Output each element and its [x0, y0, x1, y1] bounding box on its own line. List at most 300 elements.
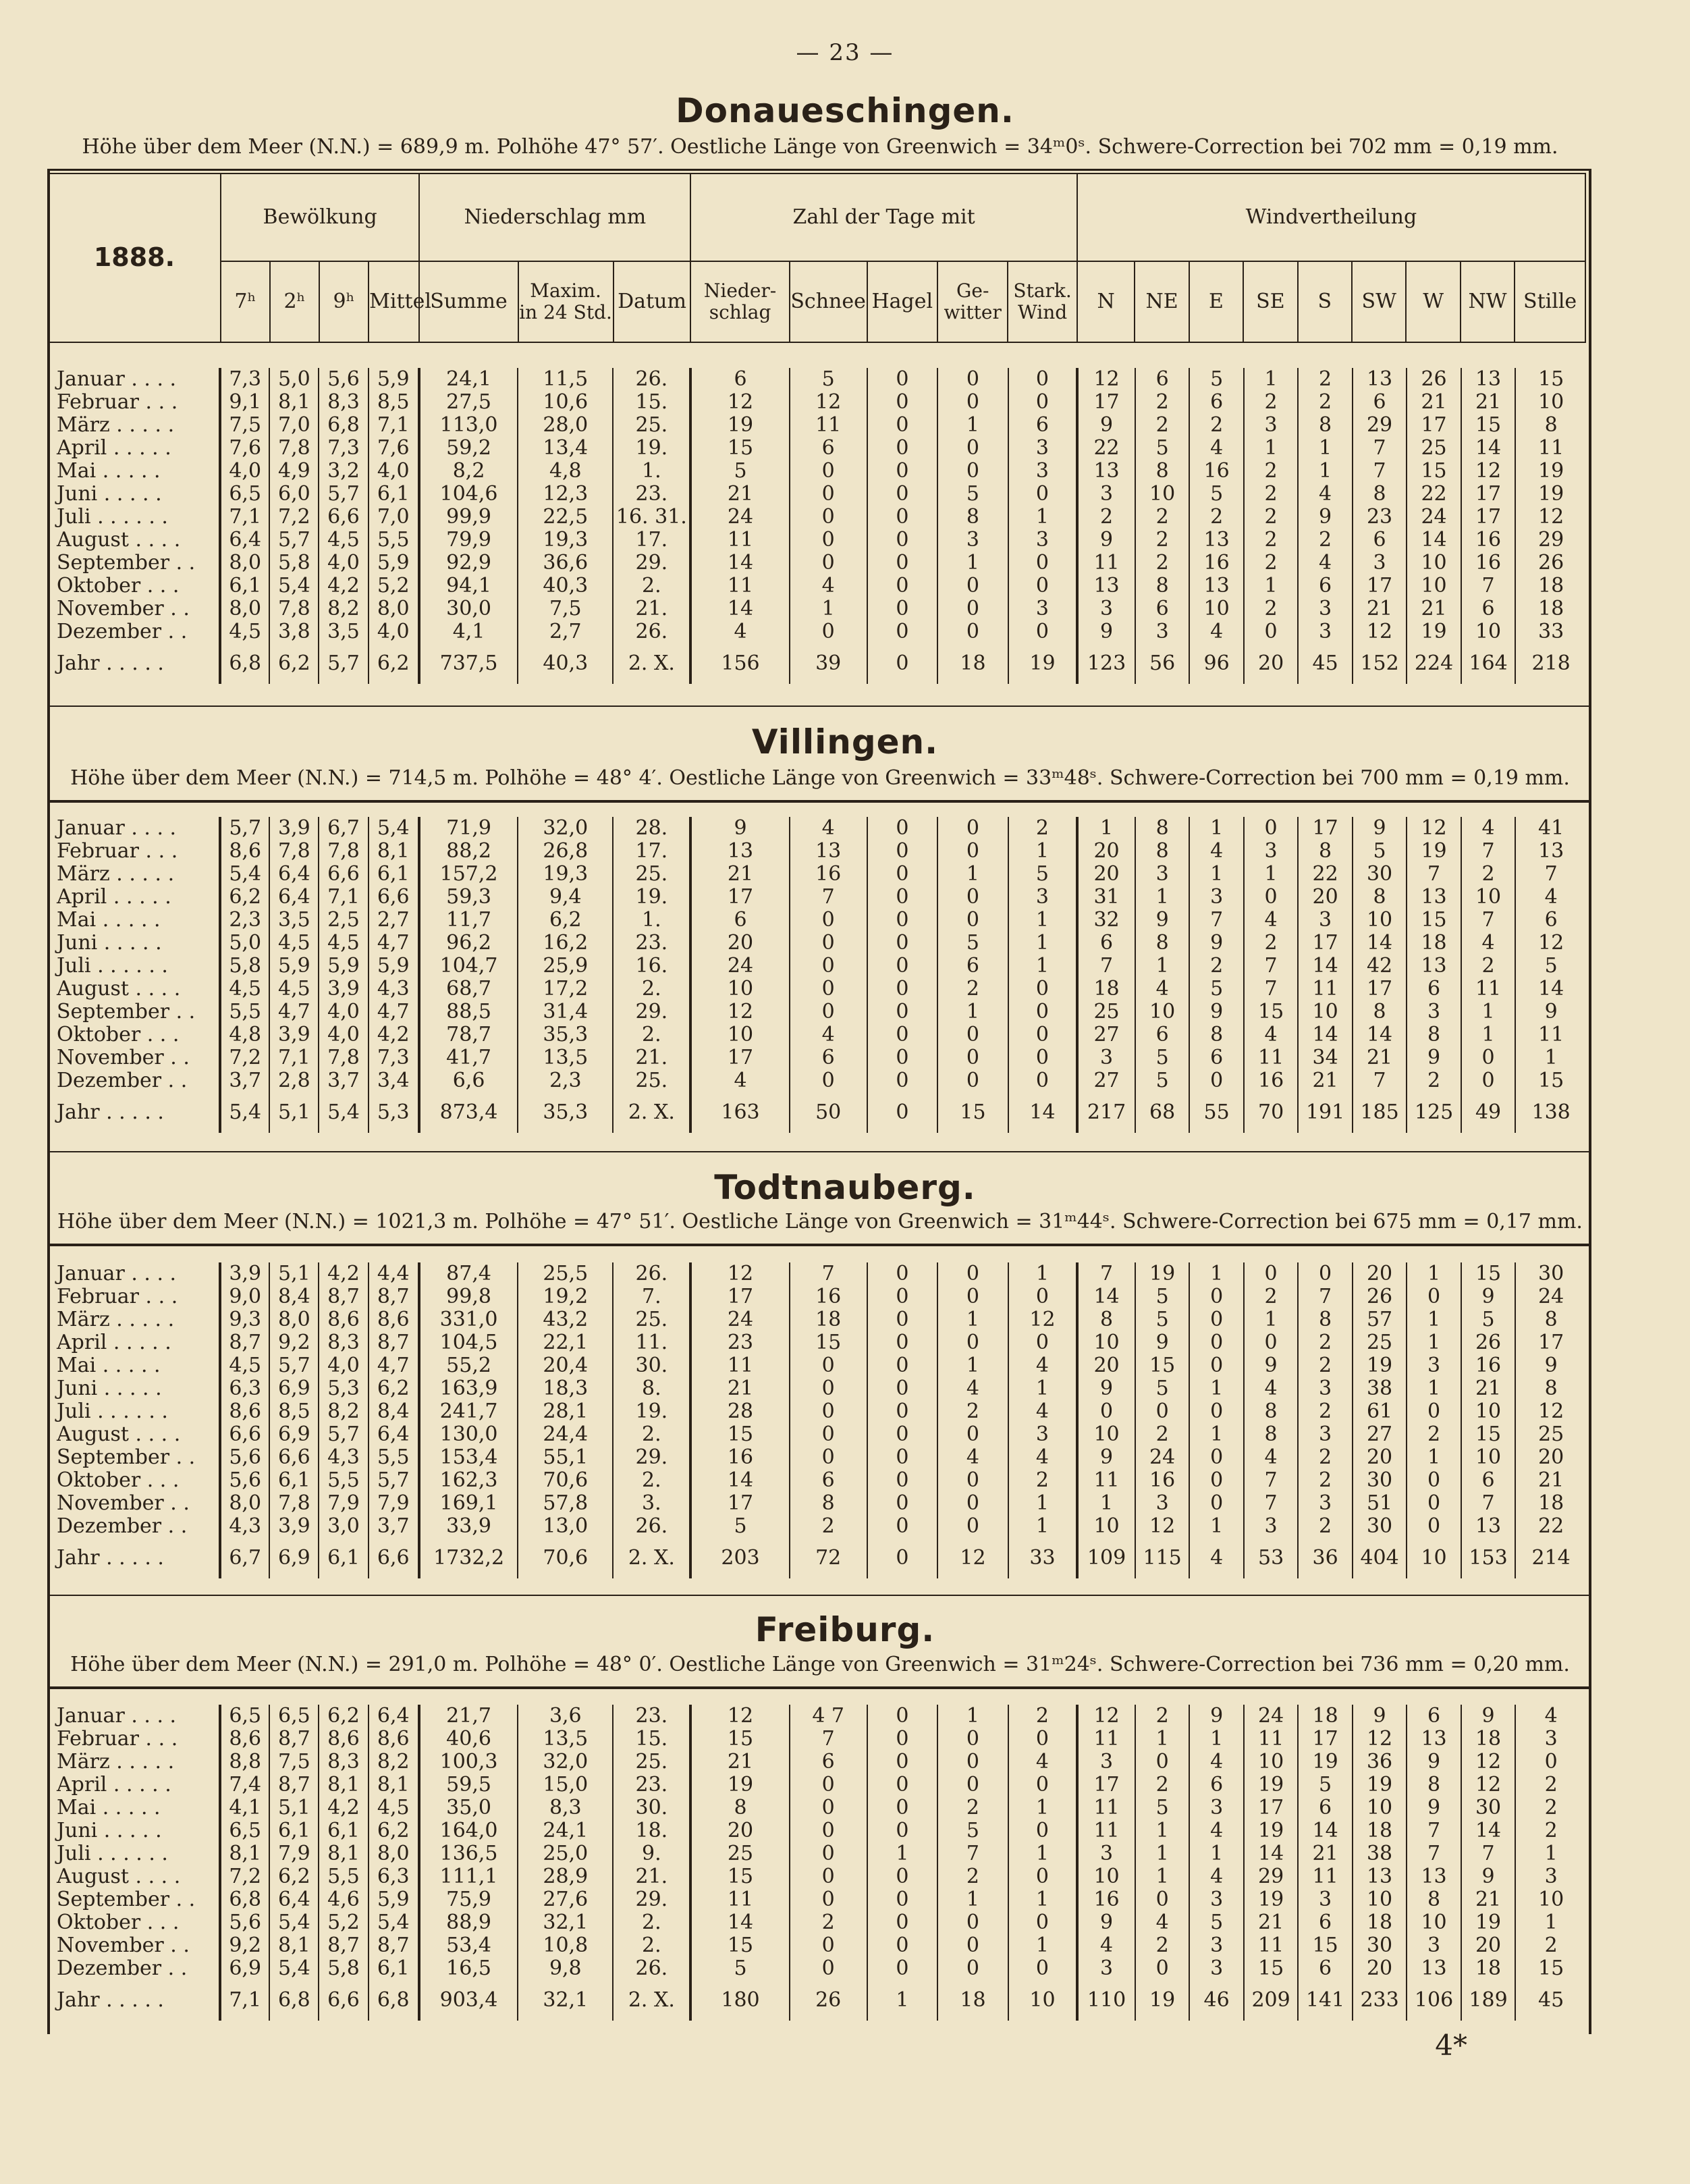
cell-month: April . . . . . [47, 1331, 220, 1354]
cell-month: November . . [47, 597, 220, 620]
cell-9h: 8,2 [319, 1400, 368, 1423]
cell-stark-wind: 0 [1008, 1046, 1077, 1069]
cell-month: Juli . . . . . . [47, 1400, 220, 1423]
cell-summe: 59,3 [419, 886, 518, 909]
cell-niederschlag: 8 [690, 1796, 789, 1819]
group-cloud: Bewölkung [221, 174, 420, 261]
cell-n: 1 [1077, 1492, 1135, 1515]
cell-se: 7 [1244, 955, 1298, 978]
cell-ne: 1 [1135, 1842, 1189, 1865]
cell-summe: 11,7 [419, 909, 518, 932]
cell-ne: 3 [1135, 863, 1189, 886]
cell-stark-wind: 3 [1008, 886, 1077, 909]
cell-schnee: 0 [790, 1354, 867, 1377]
cell-summe: 8,2 [419, 460, 518, 483]
cell-gewitter: 0 [937, 909, 1008, 932]
cell-niederschlag: 14 [690, 597, 789, 620]
table-row [47, 597, 1586, 620]
cell-2h: 8,7 [269, 1728, 319, 1751]
cell-mittel: 8,1 [369, 1774, 419, 1796]
col-se: SE [1243, 261, 1297, 342]
cell-e: 0 [1189, 1285, 1243, 1308]
cell-w: 2 [1407, 1069, 1461, 1092]
cell-hagel: 0 [867, 529, 938, 552]
cell-datum: 25. [613, 414, 690, 437]
cell-mittel: 5,2 [369, 575, 419, 597]
cell-stille: 12 [1538, 505, 1564, 529]
cell-stark-wind: 6 [1008, 414, 1077, 437]
cell-stark-wind: 10 [1008, 1980, 1077, 2021]
cell-se: 2 [1244, 483, 1298, 506]
cell-s: 3 [1298, 909, 1352, 932]
station-meta: Höhe über dem Meer (N.N.) = 689,9 m. Polhöhe 47° 57′. Oestliche Länge von Greenwich = 34ᵐ0ˢ. Schwere-Correction bei 702 mm = 0,19 mm. [82, 135, 1558, 159]
cell-month: Februar . . . [47, 1728, 220, 1751]
cell-ne: 0 [1135, 1400, 1189, 1423]
cell-se: 10 [1244, 1751, 1298, 1774]
cell-ne: 12 [1135, 1515, 1189, 1538]
col-hagel: Hagel [867, 261, 937, 342]
cell-niederschlag: 180 [690, 1980, 789, 2021]
cell-niederschlag: 11 [690, 1888, 789, 1911]
cell-e: 9 [1189, 1705, 1243, 1728]
cell-datum: 25. [613, 1308, 690, 1331]
table-row [47, 1492, 1586, 1515]
cell-stark-wind: 4 [1008, 1400, 1077, 1423]
cell-month: April . . . . . [47, 437, 220, 460]
cell-w: 15 [1407, 460, 1461, 483]
cell-sw: 6 [1353, 529, 1407, 552]
cell-nw: 153 [1461, 1538, 1515, 1578]
cell-s: 2 [1298, 1400, 1352, 1423]
cell-schnee: 0 [790, 1774, 867, 1796]
cell-n: 2 [1077, 506, 1135, 529]
cell-nw: 2 [1461, 955, 1515, 978]
cell-sw: 10 [1353, 1796, 1407, 1819]
cell-stille: 10 [1538, 390, 1564, 414]
col-stille: Stille [1515, 261, 1585, 342]
cell-mittel: 5,7 [369, 1469, 419, 1492]
cell-7h: 6,1 [220, 575, 269, 597]
cell-month: März . . . . . [47, 414, 220, 437]
cell-2h: 6,9 [269, 1377, 319, 1400]
cell-2h: 6,2 [269, 1865, 319, 1888]
cell-e: 0 [1189, 1354, 1243, 1377]
cell-stark-wind: 0 [1008, 1069, 1077, 1092]
cell-9h: 4,5 [319, 932, 368, 955]
cell-9h: 5,8 [319, 1957, 368, 1980]
cell-maxim: 24,4 [518, 1423, 613, 1446]
cell-e: 6 [1189, 391, 1243, 414]
cell-datum: 26. [613, 368, 690, 391]
cell-n: 11 [1077, 1819, 1135, 1842]
cell-month: Jahr . . . . . [47, 1538, 220, 1578]
cell-se: 4 [1244, 1446, 1298, 1469]
cell-schnee: 0 [790, 529, 867, 552]
cell-7h: 6,9 [220, 1957, 269, 1980]
cell-mittel: 5,9 [369, 955, 419, 978]
cell-stark-wind: 0 [1008, 1728, 1077, 1751]
cell-month: März . . . . . [47, 1308, 220, 1331]
table-row [47, 1865, 1586, 1888]
cell-hagel: 1 [867, 1842, 938, 1865]
cell-nw: 15 [1461, 414, 1515, 437]
cell-sw: 8 [1353, 886, 1407, 909]
cell-9h: 6,6 [319, 863, 368, 886]
table-row [47, 817, 1586, 840]
cell-2h: 8,7 [269, 1774, 319, 1796]
cell-datum: 1. [613, 909, 690, 932]
cell-summe: 6,6 [419, 1069, 518, 1092]
cell-stille: 8 [1544, 1377, 1558, 1400]
cell-maxim: 13,5 [518, 1046, 613, 1069]
cell-nw: 10 [1461, 620, 1515, 643]
cell-hagel: 0 [867, 1515, 938, 1538]
table-row [47, 1377, 1586, 1400]
cell-s: 22 [1298, 863, 1352, 886]
cell-nw: 11 [1461, 978, 1515, 1001]
cell-gewitter: 0 [937, 1492, 1008, 1515]
cell-stille: 18 [1538, 597, 1564, 620]
cell-se: 3 [1244, 840, 1298, 863]
cell-schnee: 26 [790, 1980, 867, 2021]
cell-n: 17 [1077, 391, 1135, 414]
cell-schnee: 0 [790, 978, 867, 1001]
cell-sw: 3 [1353, 552, 1407, 575]
cell-datum: 25. [613, 1751, 690, 1774]
cell-s: 17 [1298, 817, 1352, 840]
group-precip: Niederschlag mm [419, 174, 690, 261]
cell-w: 9 [1407, 1046, 1461, 1069]
cell-se: 0 [1244, 1331, 1298, 1354]
table-row [47, 978, 1586, 1001]
cell-sw: 25 [1353, 1331, 1407, 1354]
cell-7h: 7,2 [220, 1046, 269, 1069]
cell-niederschlag: 156 [690, 643, 789, 684]
divider [47, 800, 1591, 803]
cell-w: 10 [1407, 575, 1461, 597]
cell-month: August . . . . [47, 1865, 220, 1888]
cell-7h: 3,9 [220, 1262, 269, 1285]
table-row [47, 483, 1586, 506]
cell-e: 8 [1189, 1023, 1243, 1046]
cell-niederschlag: 24 [690, 955, 789, 978]
cell-e: 1 [1189, 1377, 1243, 1400]
cell-summe: 737,5 [419, 643, 518, 684]
cell-datum: 8. [613, 1377, 690, 1400]
cell-7h: 4,5 [220, 620, 269, 643]
cell-n: 3 [1077, 1046, 1135, 1069]
cell-ne: 5 [1135, 1285, 1189, 1308]
cell-niederschlag: 203 [690, 1538, 789, 1578]
cell-n: 27 [1077, 1023, 1135, 1046]
cell-e: 0 [1189, 1492, 1243, 1515]
cell-n: 25 [1077, 1001, 1135, 1023]
cell-gewitter: 0 [937, 1285, 1008, 1308]
cell-sw: 38 [1353, 1842, 1407, 1865]
cell-mittel: 6,8 [369, 1980, 419, 2021]
cell-sw: 18 [1353, 1819, 1407, 1842]
cell-se: 3 [1244, 414, 1298, 437]
cell-w: 13 [1407, 1957, 1461, 1980]
cell-e: 96 [1189, 643, 1243, 684]
station-meta: Höhe über dem Meer (N.N.) = 1021,3 m. Polhöhe = 47° 51′. Oestliche Länge von Greenwich = 31ᵐ44ˢ. Schwere-Correction bei 675 mm = 0,17 mm. [57, 1210, 1583, 1233]
cell-7h: 8,7 [220, 1331, 269, 1354]
cell-sw: 26 [1353, 1285, 1407, 1308]
cell-gewitter: 0 [937, 437, 1008, 460]
cell-stark-wind: 14 [1008, 1092, 1077, 1133]
cell-ne: 2 [1135, 414, 1189, 437]
cell-niederschlag: 163 [690, 1092, 789, 1133]
cell-2h: 5,1 [269, 1092, 319, 1133]
cell-maxim: 6,2 [518, 909, 613, 932]
cell-s: 4 [1298, 483, 1352, 506]
cell-ne: 19 [1135, 1980, 1189, 2021]
cell-datum: 26. [613, 620, 690, 643]
table-row [47, 1285, 1586, 1308]
cell-e: 16 [1189, 460, 1243, 483]
cell-ne: 2 [1135, 1705, 1189, 1728]
cell-9h: 6,8 [319, 414, 368, 437]
cell-gewitter: 12 [937, 1538, 1008, 1578]
year-total-row [47, 1980, 1586, 2021]
cell-schnee: 6 [790, 437, 867, 460]
cell-w: 9 [1407, 1796, 1461, 1819]
cell-n: 13 [1077, 575, 1135, 597]
cell-summe: 100,3 [419, 1751, 518, 1774]
table-row [47, 414, 1586, 437]
cell-summe: 87,4 [419, 1262, 518, 1285]
col-7h: 7ʰ [221, 261, 270, 342]
cell-sw: 30 [1353, 863, 1407, 886]
cell-nw: 19 [1461, 1911, 1515, 1934]
cell-mittel: 6,2 [369, 643, 419, 684]
cell-niederschlag: 19 [690, 414, 789, 437]
cell-datum: 29. [613, 552, 690, 575]
cell-9h: 4,0 [319, 1023, 368, 1046]
cell-mittel: 6,2 [369, 1377, 419, 1400]
cell-datum: 29. [613, 1888, 690, 1911]
cell-stark-wind: 12 [1008, 1308, 1077, 1331]
cell-stark-wind: 0 [1008, 1023, 1077, 1046]
cell-w: 1 [1407, 1262, 1461, 1285]
cell-7h: 8,0 [220, 552, 269, 575]
cell-sw: 36 [1353, 1751, 1407, 1774]
cell-sw: 38 [1353, 1377, 1407, 1400]
cell-s: 6 [1298, 575, 1352, 597]
cell-7h: 4,5 [220, 978, 269, 1001]
cell-s: 11 [1298, 978, 1352, 1001]
cell-2h: 7,1 [269, 1046, 319, 1069]
cell-month: April . . . . . [47, 1774, 220, 1796]
cell-7h: 5,5 [220, 1001, 269, 1023]
cell-stark-wind: 0 [1008, 1819, 1077, 1842]
cell-ne: 1 [1135, 1819, 1189, 1842]
cell-stark-wind: 0 [1008, 575, 1077, 597]
cell-7h: 7,3 [220, 368, 269, 391]
cell-niederschlag: 17 [690, 1492, 789, 1515]
table-row [47, 1069, 1586, 1092]
cell-e: 5 [1189, 483, 1243, 506]
cell-7h: 9,1 [220, 391, 269, 414]
cell-schnee: 6 [790, 1751, 867, 1774]
cell-7h: 8,0 [220, 1492, 269, 1515]
cell-ne: 15 [1135, 1354, 1189, 1377]
cell-ne: 0 [1135, 1751, 1189, 1774]
cell-se: 2 [1244, 552, 1298, 575]
cell-w: 9 [1407, 1751, 1461, 1774]
cell-maxim: 40,3 [518, 575, 613, 597]
cell-stille: 5 [1544, 954, 1558, 978]
cell-niederschlag: 21 [690, 863, 789, 886]
cell-stille: 29 [1538, 528, 1564, 552]
cell-7h: 3,7 [220, 1069, 269, 1092]
cell-nw: 18 [1461, 1957, 1515, 1980]
cell-n: 31 [1077, 886, 1135, 909]
cell-sw: 7 [1353, 437, 1407, 460]
cell-niederschlag: 13 [690, 840, 789, 863]
cell-stark-wind: 0 [1008, 1285, 1077, 1308]
cell-schnee: 0 [790, 932, 867, 955]
cell-summe: 53,4 [419, 1934, 518, 1957]
cell-mittel: 8,1 [369, 840, 419, 863]
col-datum: Datum [614, 261, 691, 342]
cell-sw: 29 [1353, 414, 1407, 437]
cell-9h: 5,5 [319, 1865, 368, 1888]
cell-n: 6 [1077, 932, 1135, 955]
cell-ne: 6 [1135, 1023, 1189, 1046]
cell-gewitter: 1 [937, 414, 1008, 437]
cell-gewitter: 1 [937, 1308, 1008, 1331]
cell-stille: 3 [1544, 1865, 1558, 1888]
cell-datum: 2. [613, 1023, 690, 1046]
cell-stille: 218 [1531, 651, 1571, 675]
cell-niederschlag: 9 [690, 817, 789, 840]
cell-ne: 5 [1135, 1308, 1189, 1331]
cell-summe: 162,3 [419, 1469, 518, 1492]
cell-7h: 2,3 [220, 909, 269, 932]
cell-summe: 96,2 [419, 932, 518, 955]
cell-w: 3 [1407, 1001, 1461, 1023]
cell-nw: 14 [1461, 437, 1515, 460]
cell-9h: 7,3 [319, 437, 368, 460]
table-row [47, 1774, 1586, 1796]
cell-hagel: 0 [867, 1865, 938, 1888]
cell-gewitter: 2 [937, 1865, 1008, 1888]
cell-w: 13 [1407, 1865, 1461, 1888]
cell-maxim: 43,2 [518, 1308, 613, 1331]
cell-2h: 9,2 [269, 1331, 319, 1354]
cell-datum: 19. [613, 437, 690, 460]
cell-stille: 17 [1538, 1331, 1564, 1354]
cell-maxim: 24,1 [518, 1819, 613, 1842]
cell-2h: 8,4 [269, 1285, 319, 1308]
cell-niederschlag: 28 [690, 1400, 789, 1423]
cell-nw: 2 [1461, 863, 1515, 886]
col-e: E [1189, 261, 1243, 342]
cell-gewitter: 7 [937, 1842, 1008, 1865]
cell-month: Mai . . . . . [47, 909, 220, 932]
cell-7h: 8,0 [220, 597, 269, 620]
cell-month: November . . [47, 1492, 220, 1515]
cell-maxim: 10,6 [518, 391, 613, 414]
cell-n: 13 [1077, 460, 1135, 483]
cell-mittel: 8,7 [369, 1285, 419, 1308]
cell-niederschlag: 15 [690, 1865, 789, 1888]
cell-2h: 8,5 [269, 1400, 319, 1423]
cell-gewitter: 4 [937, 1446, 1008, 1469]
cell-gewitter: 6 [937, 955, 1008, 978]
cell-maxim: 70,6 [518, 1538, 613, 1578]
cell-s: 9 [1298, 506, 1352, 529]
cell-se: 0 [1244, 886, 1298, 909]
table-row [47, 955, 1586, 978]
cell-e: 1 [1189, 1728, 1243, 1751]
cell-datum: 28. [613, 817, 690, 840]
cell-s: 6 [1298, 1911, 1352, 1934]
cell-stark-wind: 0 [1008, 1001, 1077, 1023]
cell-n: 3 [1077, 483, 1135, 506]
table-row [47, 506, 1586, 529]
cell-se: 4 [1244, 1023, 1298, 1046]
cell-7h: 8,6 [220, 1400, 269, 1423]
cell-9h: 5,7 [319, 483, 368, 506]
cell-ne: 8 [1135, 932, 1189, 955]
cell-mittel: 4,0 [369, 620, 419, 643]
cell-stark-wind: 2 [1008, 817, 1077, 840]
cell-n: 217 [1077, 1092, 1135, 1133]
cell-e: 1 [1189, 817, 1243, 840]
cell-hagel: 0 [867, 1046, 938, 1069]
cell-se: 2 [1244, 506, 1298, 529]
cell-schnee: 6 [790, 1046, 867, 1069]
cell-e: 1 [1189, 863, 1243, 886]
cell-summe: 40,6 [419, 1728, 518, 1751]
table-row [47, 1842, 1586, 1865]
col-maxim: Maxim. in 24 Std. [518, 261, 614, 342]
cell-niederschlag: 23 [690, 1331, 789, 1354]
cell-stark-wind: 3 [1008, 597, 1077, 620]
cell-nw: 30 [1461, 1796, 1515, 1819]
cell-e: 6 [1189, 1046, 1243, 1069]
cell-month: Juli . . . . . . [47, 955, 220, 978]
col-n: N [1077, 261, 1135, 342]
cell-n: 12 [1077, 1705, 1135, 1728]
cell-stark-wind: 0 [1008, 483, 1077, 506]
cell-niederschlag: 24 [690, 506, 789, 529]
table-row [47, 863, 1586, 886]
cell-e: 4 [1189, 1865, 1243, 1888]
cell-n: 12 [1077, 368, 1135, 391]
cell-2h: 6,6 [269, 1446, 319, 1469]
station-table [47, 368, 1586, 684]
cell-maxim: 32,0 [518, 817, 613, 840]
cell-w: 21 [1407, 391, 1461, 414]
cell-se: 19 [1244, 1819, 1298, 1842]
cell-month: Januar . . . . [47, 817, 220, 840]
cell-nw: 17 [1461, 506, 1515, 529]
cell-se: 53 [1244, 1538, 1298, 1578]
cell-schnee: 12 [790, 391, 867, 414]
cell-maxim: 13,4 [518, 437, 613, 460]
cell-7h: 6,5 [220, 483, 269, 506]
cell-datum: 19. [613, 886, 690, 909]
cell-month: Dezember . . [47, 1069, 220, 1092]
cell-summe: 24,1 [419, 368, 518, 391]
cell-niederschlag: 17 [690, 1046, 789, 1069]
cell-e: 0 [1189, 1446, 1243, 1469]
cell-sw: 9 [1353, 817, 1407, 840]
cell-n: 11 [1077, 1728, 1135, 1751]
